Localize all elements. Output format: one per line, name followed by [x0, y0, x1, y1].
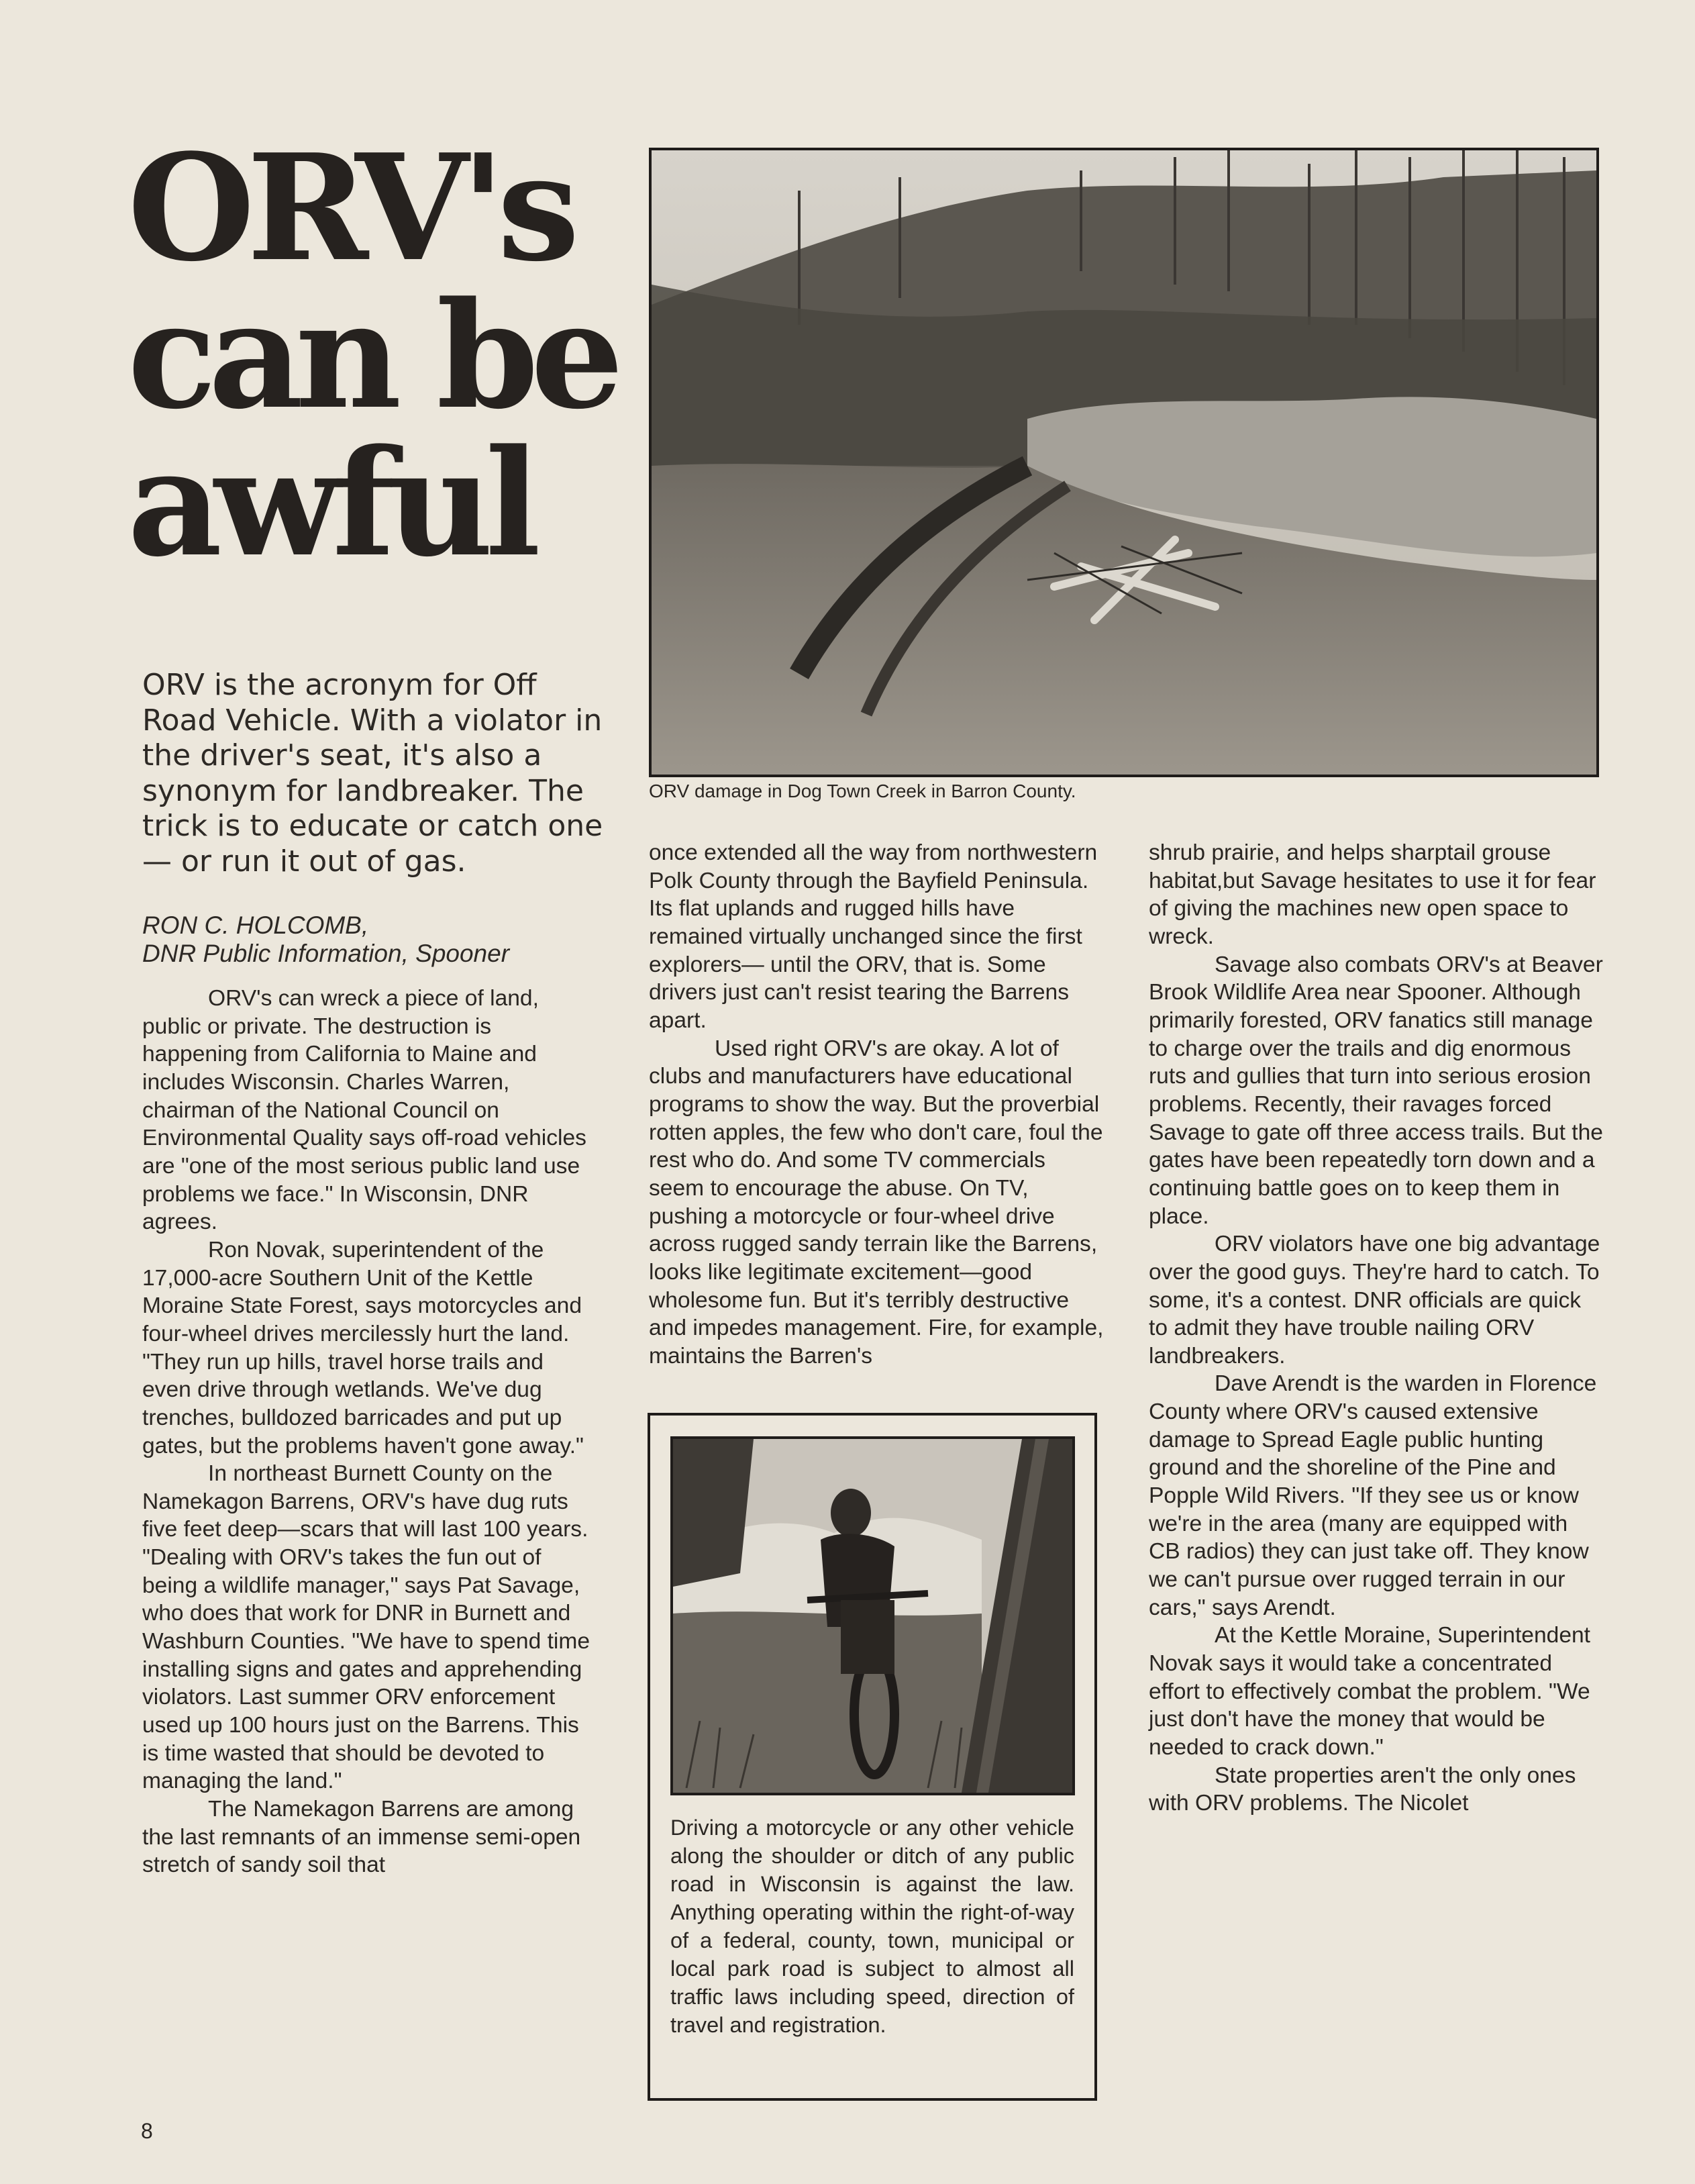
paragraph: Used right ORV's are okay. A lot of clubs and manufacturers have educational programs to show the way. But the proverbial rotten apples, the few who don't care, foul the rest who do. And some TV commercials seem to encourage the abuse. On TV, pushing a motorcycle or four-wheel drive across rugged sandy terrain like the Barrens, looks like legitimate excitement—good wholesome fun. But it's terribly destructive and impedes management. Fire, for example, maintains the Barren's — [649, 1036, 1104, 1369]
byline-author: RON C. HOLCOMB, — [142, 911, 369, 939]
headline-line-2: can be — [127, 270, 616, 442]
sidebar-text: Driving a motorcycle or any other vehicle along the shoulder or ditch of any public road in Wisconsin is against the law. Anything operating within the right-of-way of a federal, county, town, municipal or local park road is subject to almost all traffic laws including speed, direction of travel and registration. — [670, 1816, 1074, 2037]
paragraph: The Namekagon Barrens are among the last remnants of an immense semi-open stretch of sandy soil that — [142, 1797, 581, 1878]
article-column-1 — [142, 985, 592, 1879]
paragraph: once extended all the way from northwestern Polk County through the Bayfield Peninsula. Its flat uplands and rugged hills have remained virtually unchanged since the first explorers— until the ORV, that is. Some drivers just can't resist tearing the Barrens apart. — [649, 840, 1098, 1033]
creek-damage-photo — [649, 148, 1599, 777]
paragraph: Dave Arendt is the warden in Florence County where ORV's caused extensive damage to Spread Eagle public hunting ground and the shoreline of the Pine and Popple Wild Rivers. "If they see us or know we're in the area (many are equipped with CB radios) they can just take off. They know we can't pursue over rugged terrain in our cars," says Arendt. — [1149, 1371, 1597, 1620]
paragraph: At the Kettle Moraine, Superintendent Novak says it would take a concentrated effort to effectively combat the problem. "We just don't have the money that would be needed to crack down." — [1149, 1623, 1590, 1760]
article-column-3 — [1149, 839, 1605, 1818]
byline-affiliation: DNR Public Information, Spooner — [142, 940, 510, 967]
paragraph: In northeast Burnett County on the Namekagon Barrens, ORV's have dug ruts five feet deep—scars that will last 100 years. "Dealing with ORV's takes the fun out of being a wildlife manager," says Pat Savage, who does that work for DNR in Burnett and Washburn Counties. "We have to spend time installing signs and gates and apprehending violators. Last summer ORV enforcement used up 100 hours just on the Barrens. This is time wasted that should be devoted to managing the land." — [142, 1461, 590, 1794]
paragraph: shrub prairie, and helps sharptail grouse habitat,but Savage hesitates to use it for fear of giving the machines new open space to wreck. — [1149, 840, 1596, 949]
motorcycle-rider-photo — [670, 1436, 1075, 1795]
article-column-2 — [649, 839, 1105, 1370]
headline-line-3: awful — [127, 417, 533, 589]
paragraph: ORV violators have one big advantage over the good guys. They're hard to catch. To some, it's a contest. DNR officials are quick to admit they have trouble nailing ORV landbreakers. — [1149, 1232, 1600, 1369]
headline-line-1: ORV's — [127, 122, 572, 294]
deck-intro: ORV is the acronym for Off Road Vehicle. With a violator in the driver's seat, it's also a synonym for landbreaker. The trick is to educate or catch one — or run it out of gas. — [142, 668, 603, 879]
photo-caption: ORV damage in Dog Town Creek in Barron County. — [649, 781, 1076, 801]
paragraph: Savage also combats ORV's at Beaver Brook Wildlife Area near Spooner. Although primarily forested, ORV fanatics still manage to charge over the trails and dig enormous ruts and gullies that turn into serious erosion problems. Recently, their ravages forced Savage to gate off three access trails. But the gates have been repeatedly torn down and a continuing battle goes on to keep them in place. — [1149, 952, 1603, 1229]
headline — [127, 122, 637, 589]
paragraph: Ron Novak, superintendent of the 17,000-acre Southern Unit of the Kettle Moraine State Forest, says motorcycles and four-wheel drives mercilessly hurt the land. "They run up hills, travel horse trails and even drive through wetlands. We've dug trenches, bulldozed barricades and put up gates, but the problems haven't gone away." — [142, 1237, 584, 1458]
page-number: 8 — [141, 2119, 153, 2143]
paragraph: State properties aren't the only ones with ORV problems. The Nicolet — [1149, 1763, 1576, 1816]
paragraph: ORV's can wreck a piece of land, public or private. The destruction is happening from California to Maine and includes Wisconsin. Charles Warren, chairman of the National Council on Environmental Quality says off-road vehicles are "one of the most serious public land use problems we face." In Wisconsin, DNR agrees. — [142, 986, 586, 1235]
byline — [142, 911, 612, 968]
